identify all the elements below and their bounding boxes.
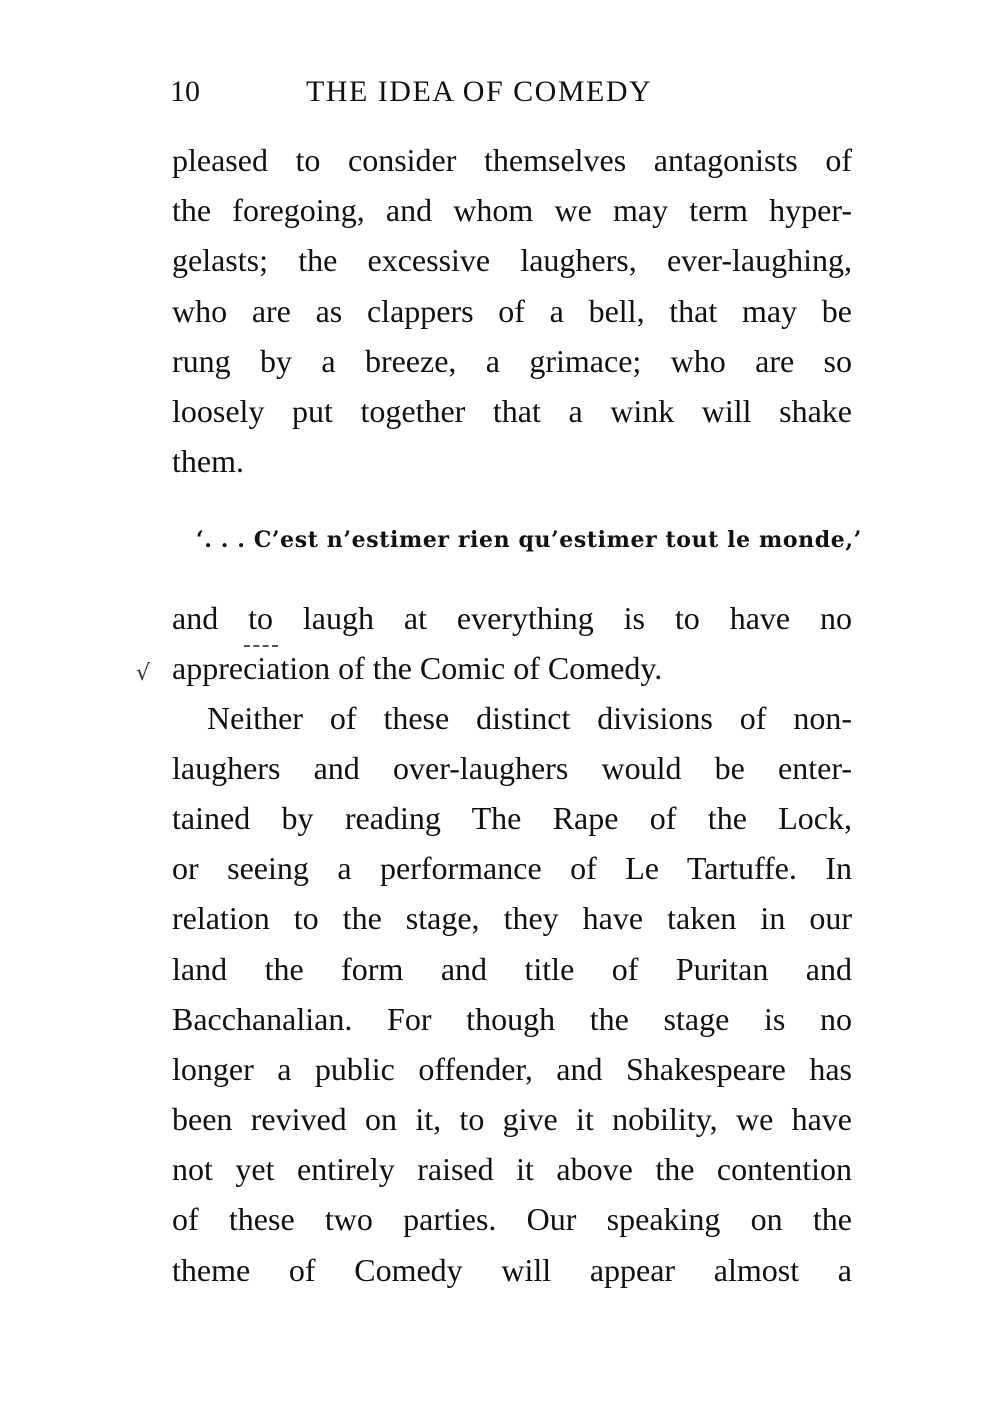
text-line: longer a public offender, and Shakespeare has [172,1051,852,1087]
text-line: loosely put together that a wink will shake [172,393,852,429]
margin-check-mark: √ [136,661,151,686]
running-title: THE IDEA OF COMEDY [306,75,653,108]
text-line: gelasts; the excessive laughers, ever-laughing, [172,242,852,278]
text-line: the foregoing, and whom we may term hyper- [172,192,852,228]
text-line: them. [172,443,244,479]
text-line: Bacchanalian. For though the stage is no [172,1001,852,1037]
text-line: rung by a breeze, a grimace; who are so [172,343,852,379]
text-line: Neither of these distinct divisions of non- [207,700,852,736]
text-line: theme of Comedy will appear almost a [172,1252,852,1288]
text-line: appreciation of the Comic of Comedy. [172,650,663,686]
page-number: 10 [170,75,200,108]
text-line: tained by reading The Rape of the Lock, [172,800,852,836]
running-head [170,72,860,112]
text-line: land the form and title of Puritan and [172,951,852,987]
text-line: not yet entirely raised it above the contention [172,1151,852,1187]
text-line: been revived on it, to give it nobility, we have [172,1101,852,1137]
text-line: who are as clappers of a bell, that may be [172,293,852,329]
text-line: relation to the stage, they have taken in our [172,900,852,936]
pencil-underline-mark [244,645,278,647]
text-line: pleased to consider themselves antagonists of [172,142,852,178]
text-line: and to laugh at everything is to have no [172,600,852,636]
text-line: laughers and over-laughers would be enter- [172,750,852,786]
text-line: of these two parties. Our speaking on the [172,1201,852,1237]
text-line: or seeing a performance of Le Tartuffe. In [172,850,852,886]
french-quotation: ‘. . . C’est n’estimer rien qu’estimer tout le monde,’ [196,527,862,553]
